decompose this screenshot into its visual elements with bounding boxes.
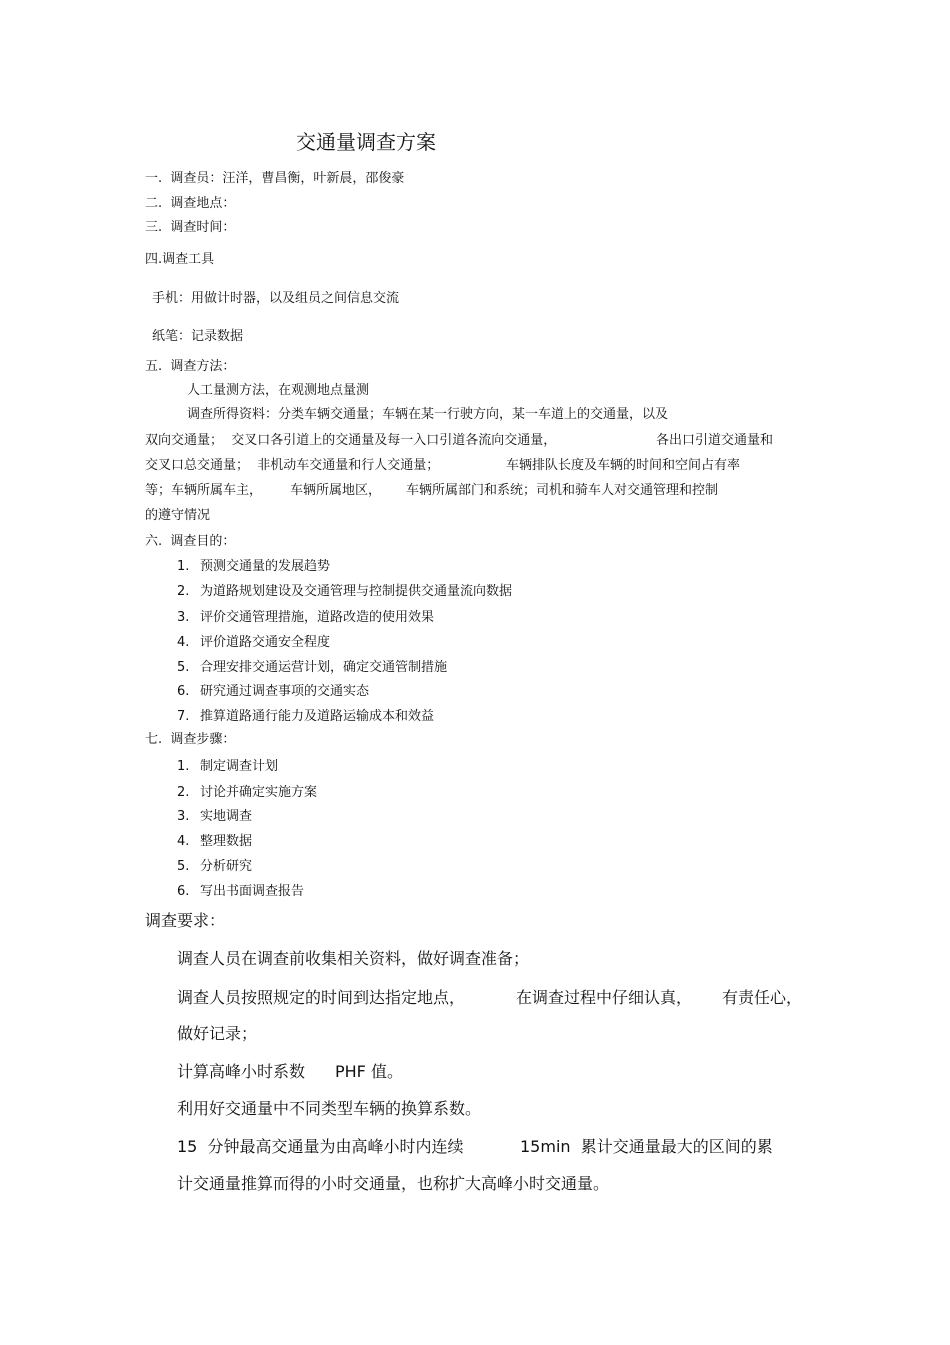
requirement-line: 在调查过程中仔细认真， bbox=[516, 988, 693, 1007]
list-item: 预测交通量的发展趋势 bbox=[200, 559, 331, 574]
list-item: 分析研究 bbox=[200, 859, 253, 874]
requirement-line: 利用好交通量中不同类型车辆的换算系数。 bbox=[177, 1099, 482, 1118]
list-number: 6. bbox=[177, 884, 190, 899]
list-item: 合理安排交通运营计划，确定交通管制措施 bbox=[200, 660, 448, 675]
list-number: 1. bbox=[177, 559, 190, 574]
list-item: 评价交通管理措施，道路改造的使用效果 bbox=[200, 610, 435, 625]
list-number: 7. bbox=[177, 709, 190, 724]
list-item: 实地调查 bbox=[200, 809, 253, 824]
list-item: 研究通过调查事项的交通实态 bbox=[200, 684, 370, 699]
list-number: 5. bbox=[177, 859, 190, 874]
method-line: 交叉口总交通量； 非机动车交通量和行人交通量； bbox=[145, 458, 440, 473]
requirements-heading: 调查要求： bbox=[145, 911, 226, 930]
tool-pen: 纸笔：记录数据 bbox=[152, 329, 244, 344]
list-number: 5. bbox=[177, 660, 190, 675]
document-title: 交通量调查方案 bbox=[296, 130, 436, 154]
method-line: 的遵守情况 bbox=[145, 508, 211, 523]
list-item: 讨论并确定实施方案 bbox=[200, 785, 318, 800]
tool-phone: 手机：用做计时器，以及组员之间信息交流 bbox=[152, 291, 400, 306]
method-line: 各出口引道交通量和 bbox=[656, 433, 774, 448]
requirement-line: 调查人员按照规定的时间到达指定地点， bbox=[177, 988, 466, 1007]
method-line: 双向交通量； 交叉口各引道上的交通量及每一入口引道各流向交通量， bbox=[145, 433, 557, 448]
method-line: 调查所得资料：分类车辆交通量；车辆在某一行驶方向，某一车道上的交通量，以及 bbox=[187, 407, 669, 422]
list-number: 1. bbox=[177, 759, 190, 774]
section-method: 五. 调查方法： bbox=[145, 359, 236, 374]
list-number: 4. bbox=[177, 834, 190, 849]
list-number: 3. bbox=[177, 610, 190, 625]
list-number: 4. bbox=[177, 635, 190, 650]
list-item: 为道路规划建设及交通管理与控制提供交通量流向数据 bbox=[200, 584, 513, 599]
requirement-line: 做好记录； bbox=[177, 1024, 258, 1043]
list-item: 写出书面调查报告 bbox=[200, 884, 305, 899]
section-steps: 七. 调查步骤： bbox=[145, 732, 236, 747]
section-tools: 四.调查工具 bbox=[145, 252, 215, 267]
method-line: 等；车辆所属车主， bbox=[145, 483, 263, 498]
list-item: 制定调查计划 bbox=[200, 759, 279, 774]
requirement-line: 调查人员在调查前收集相关资料，做好调查准备； bbox=[177, 949, 530, 968]
list-item: 推算道路通行能力及道路运输成本和效益 bbox=[200, 709, 435, 724]
requirement-line: 计交通量推算而得的小时交通量，也称扩大高峰小时交通量。 bbox=[177, 1174, 610, 1193]
method-line: 车辆排队长度及车辆的时间和空间占有率 bbox=[506, 458, 741, 473]
section-investigators: 一. 调查员：汪洋，曹昌衡，叶新晨，邵俊豪 bbox=[145, 171, 405, 186]
section-location: 二. 调查地点： bbox=[145, 196, 236, 211]
list-number: 2. bbox=[177, 584, 190, 599]
section-purpose: 六. 调查目的： bbox=[145, 534, 236, 549]
list-item: 评价道路交通安全程度 bbox=[200, 635, 331, 650]
requirement-line: 有责任心， bbox=[722, 988, 803, 1007]
requirement-line: PHF 值。 bbox=[335, 1062, 403, 1081]
method-line: 车辆所属地区， bbox=[290, 483, 382, 498]
list-item: 整理数据 bbox=[200, 834, 253, 849]
requirement-line: 15 分钟最高交通量为由高峰小时内连续 bbox=[177, 1137, 464, 1156]
method-line: 车辆所属部门和系统；司机和骑车人对交通管理和控制 bbox=[406, 483, 719, 498]
requirement-line: 计算高峰小时系数 bbox=[177, 1062, 306, 1081]
list-number: 3. bbox=[177, 809, 190, 824]
list-number: 6. bbox=[177, 684, 190, 699]
list-number: 2. bbox=[177, 785, 190, 800]
requirement-line: 15min 累计交通量最大的区间的累 bbox=[520, 1137, 773, 1156]
method-line: 人工量测方法，在观测地点量测 bbox=[187, 383, 370, 398]
section-time: 三. 调查时间： bbox=[145, 220, 236, 235]
